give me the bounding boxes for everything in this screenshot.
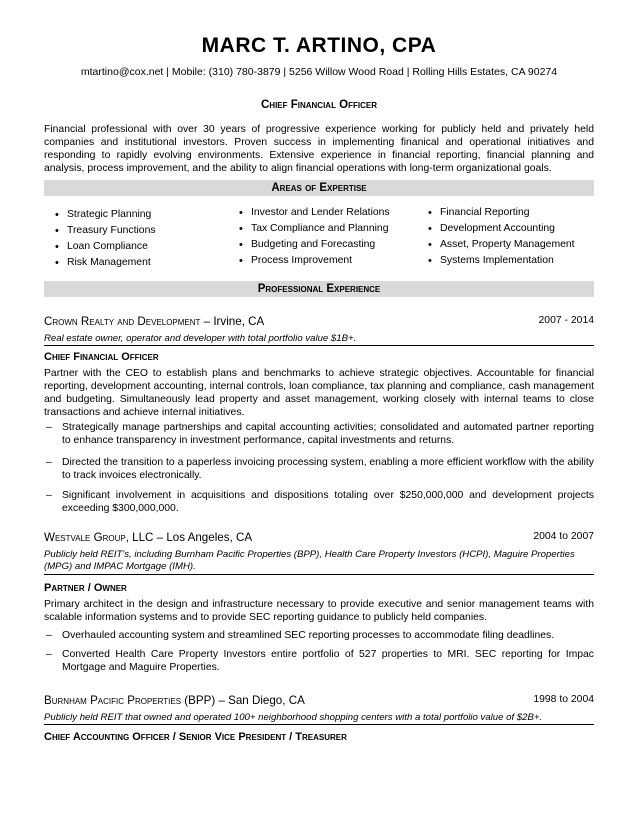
dash-marker: – [46, 630, 52, 641]
achievement-item [44, 489, 594, 515]
expertise-item: • Asset, Property Management [425, 237, 595, 253]
achievement-item [44, 421, 594, 447]
job-title: Chief Accounting Officer / Senior Vice President / Treasurer [44, 731, 347, 743]
expertise-item: • Budgeting and Forecasting [236, 237, 421, 253]
company-name: Burnham Pacific Properties (BPP) [44, 694, 216, 707]
achievement-text: Directed the transition to a paperless invoicing processing system, enabling a more efficient workflow with the ability to track invoices electronically. [62, 457, 594, 481]
achievement-text: Overhauled accounting system and streamlined SEC reporting processes to accommodate filing deadlines. [62, 630, 555, 641]
job-summary: Primary architect in the design and infrastructure necessary to provide executive and senior management teams with scalable information systems and to provide SEC reporting guidance to publicly held companies. [44, 599, 594, 623]
professional-summary: Financial professional with over 30 years of progressive experience working for publicly held and privately held companies and institutional investors. Proven success in implementing finanical and operational initiatives and responding to rapidly evolving environments. Extensive experience in financial reporting, financial planning and analysis, process improvement, and the ability to align financial operations with long-term organizational goals. [44, 124, 594, 174]
employment-dates: 2004 to 2007 [533, 531, 594, 542]
company-description: Publicly held REIT that owned and operated 100+ neighborhood shopping centers with a total portfolio value of $2B+. [44, 712, 594, 725]
expertise-item: • Investor and Lender Relations [236, 205, 421, 221]
dash-marker: – [46, 422, 52, 433]
dash-marker: – [46, 490, 52, 501]
expertise-band [44, 180, 594, 196]
expertise-item: • Systems Implementation [425, 253, 595, 269]
company-location: – San Diego, CA [218, 694, 305, 707]
company-location: – Los Angeles, CA [156, 531, 253, 544]
company-name: Westvale Group, LLC [44, 531, 154, 544]
expertise-item: • Development Accounting [425, 221, 595, 237]
expertise-item: • Tax Compliance and Planning [236, 221, 421, 237]
company-name: Crown Realty and Development [44, 315, 201, 328]
company-location: – Irvine, CA [203, 315, 265, 328]
company-line [44, 315, 594, 328]
company-line [44, 694, 594, 707]
job-title: Chief Financial Officer [44, 351, 159, 363]
expertise-item: • Loan Compliance [52, 239, 232, 255]
candidate-name: MARC T. ARTINO, CPA [201, 34, 437, 57]
achievement-item [44, 629, 594, 642]
expertise-column-1 [52, 207, 232, 271]
achievement-item [44, 456, 594, 482]
company-description: Publicly held REIT's, including Burnham Pacific Properties (BPP), Health Care Property Investors (HCPI), Maguire Properties (MPG) and IMPAC Mortgage (IMH). [44, 549, 594, 575]
dash-marker: – [46, 649, 52, 660]
contact-line: mtartino@cox.net | Mobile: (310) 780-3879 | 5256 Willow Wood Road | Rolling Hills Estates, CA 90274 [80, 66, 558, 78]
job-title: Partner / Owner [44, 582, 127, 594]
experience-band [44, 281, 594, 297]
expertise-item: • Process Improvement [236, 253, 421, 269]
company-line [44, 531, 594, 544]
achievement-text: Significant involvement in acquisitions and dispositions totaling over $250,000,000 and development projects exceeding $300,000,000. [62, 490, 594, 514]
achievement-text: Strategically manage partnerships and capital accounting activities; consolidated and automated partner reporting to enhance transparency in investment performance, capital investments and returns. [62, 422, 594, 446]
expertise-title: Areas of Expertise [271, 182, 367, 194]
objective-title [44, 99, 594, 111]
objective-title-text: Chief Financial Officer [261, 99, 377, 111]
expertise-column-2 [236, 205, 421, 269]
achievement-item [44, 648, 594, 674]
job-summary: Partner with the CEO to establish plans and benchmarks to achieve strategic objectives. Accountable for financial reporting, development accounting, internal controls, loan compliance, tax planning and compliance, cash management and budgeting. Simultaneously lead property and asset management, working closely with internal teams to close transactions and achieve internal initiatives. [44, 368, 594, 418]
expertise-item: • Treasury Functions [52, 223, 232, 239]
experience-title: Professional Experience [257, 283, 381, 295]
expertise-item: • Risk Management [52, 255, 232, 271]
dash-marker: – [46, 457, 52, 468]
company-description: Real estate owner, operator and developer with total portfolio value $1B+. [44, 333, 594, 346]
expertise-item: • Financial Reporting [425, 205, 595, 221]
expertise-column-3 [425, 205, 595, 269]
employment-dates: 2007 - 2014 [538, 315, 594, 326]
employment-dates: 1998 to 2004 [533, 694, 594, 705]
achievement-text: Converted Health Care Property Investors entire portfolio of 527 properties to MRI. SEC reporting for Impac Mortgage and Maguire Properties. [62, 649, 594, 673]
expertise-item: • Strategic Planning [52, 207, 232, 223]
